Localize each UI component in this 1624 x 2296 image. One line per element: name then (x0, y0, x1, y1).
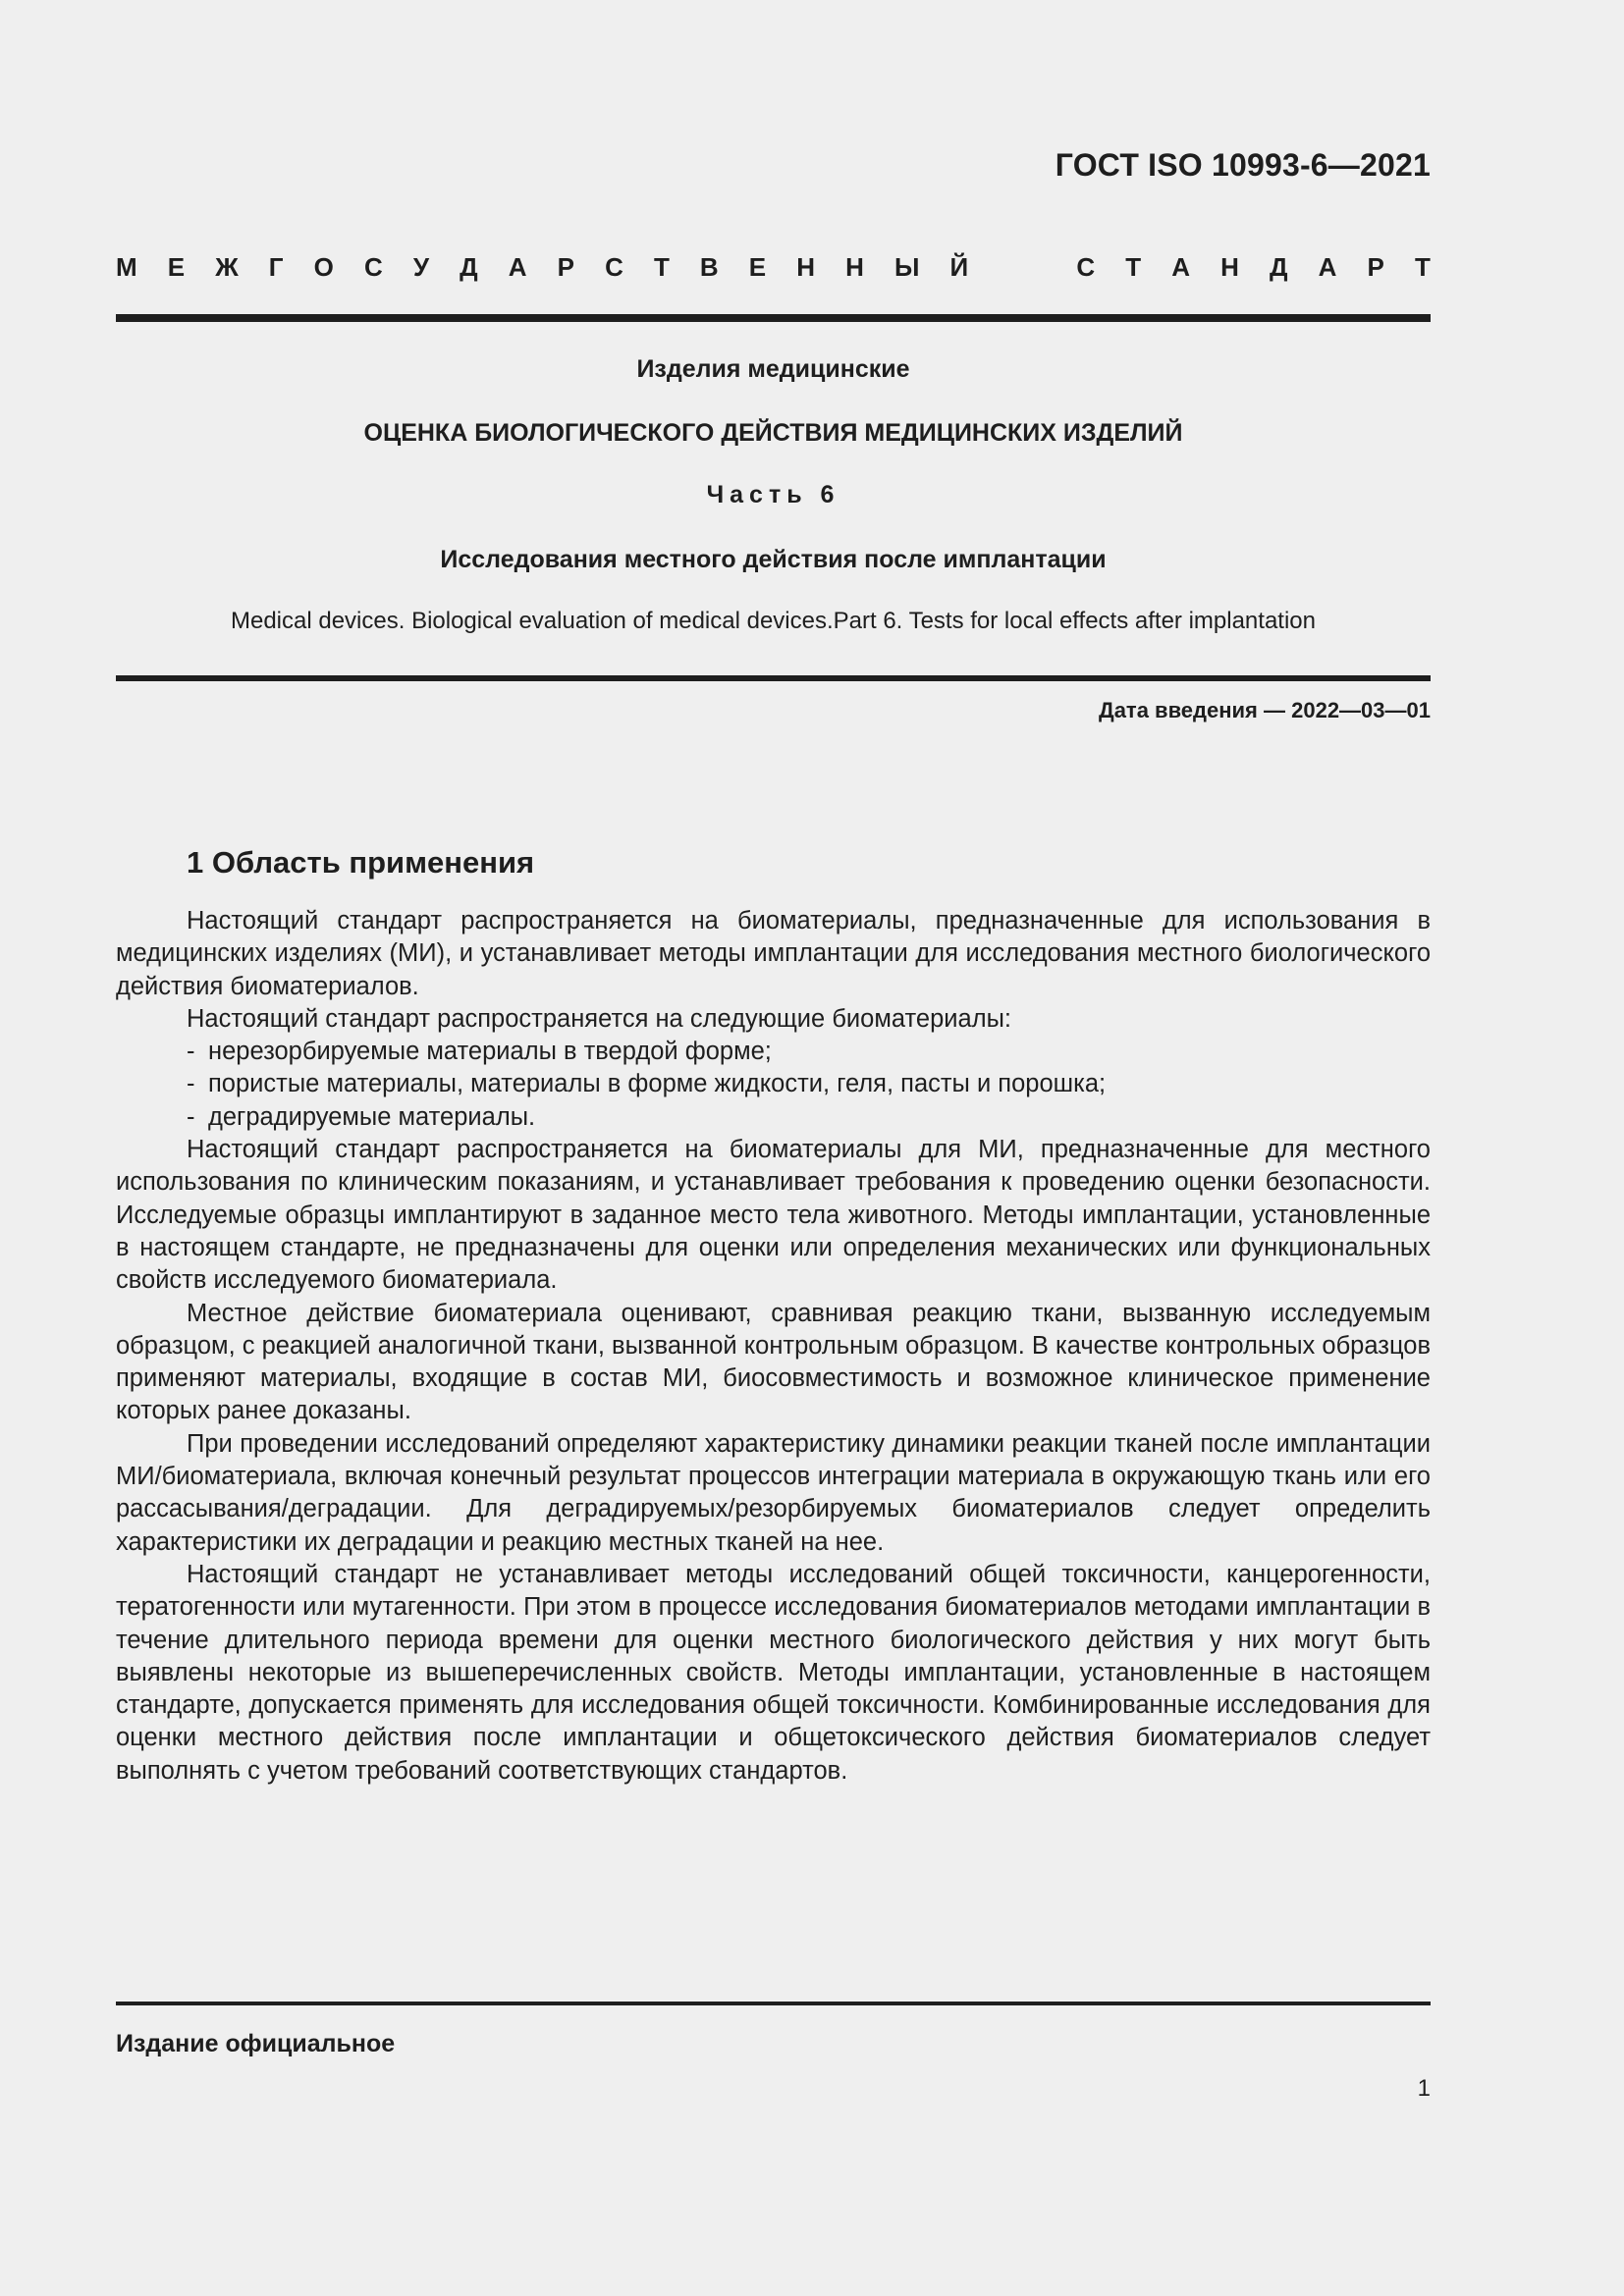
section-body (116, 905, 1431, 1788)
official-edition-label: Издание официальное (116, 2030, 396, 2057)
list-dash: - (187, 1070, 195, 1098)
heading-letter: Р (557, 252, 574, 282)
heading-letter: А (1318, 252, 1337, 282)
paragraph: Местное действие биоматериала оценивают, сравнивая реакцию ткани, вызванную исследуемым образцом, с реакцией аналогичной ткани, вызванной контрольным образцом. В качестве контрольных образцов применяют материалы, входящие в состав МИ, биосовместимость и возможное клиническое применение которых ранее доказаны. (116, 1299, 1431, 1425)
english-title: Medical devices. Biological evaluation of medical devices.Part 6. Tests for local effects after implantation (230, 608, 1316, 634)
page-number: 1 (1417, 2075, 1431, 2102)
heading-letter: Д (460, 252, 478, 282)
heading-letter: Т (653, 252, 670, 282)
introduction-date: Дата введения — 2022—03—01 (1099, 698, 1431, 722)
list-item (116, 1036, 1431, 1068)
section-heading: 1 Область применения (187, 845, 535, 880)
list-dash: - (187, 1038, 195, 1066)
heading-letter: Н (796, 252, 816, 282)
heading-letter: С (1076, 252, 1096, 282)
heading-letter: Е (748, 252, 767, 282)
footer-divider (116, 2002, 1431, 2005)
document-main-title: ОЦЕНКА БИОЛОГИЧЕСКОГО ДЕЙСТВИЯ МЕДИЦИНСКИХ ИЗДЕЛИЙ (363, 419, 1183, 447)
heading-letter: О (313, 252, 334, 282)
document-page (116, 0, 1431, 2296)
paragraph: Настоящий стандарт распространяется на биоматериалы, предназначенные для использования в медицинских изделиях (МИ), и устанавливает методы имплантации для исследования местного биологического действия биоматериалов. (116, 907, 1431, 1000)
heading-letter: Н (845, 252, 864, 282)
heading-letter: Г (268, 252, 284, 282)
interstate-standard-heading (116, 252, 1431, 283)
heading-letter: А (508, 252, 527, 282)
paragraph: Настоящий стандарт распространяется на следующие биоматериалы: (187, 1004, 1011, 1033)
heading-letter: Р (1367, 252, 1384, 282)
list-item (116, 1068, 1431, 1100)
document-subtitle: Исследования местного действия после имплантации (440, 546, 1107, 573)
heading-letter: Й (949, 252, 969, 282)
paragraph: Настоящий стандарт не устанавливает методы исследований общей токсичности, канцерогенности, тератогенности или мутагенности. При этом в процессе исследования биоматериалов методами имплантации в течение длительного периода времени для оценки местного биологического действия у них могут быть выявлены некоторые из вышеперечисленных свойств. Методы имплантации, установленные в настоящем стандарте, допускается применять для исследования общей токсичности. Комбинированные исследования для оценки местного действия после имплантации и общетоксического действия биоматериалов следует выполнять с учетом требований соответствующих стандартов. (116, 1560, 1431, 1785)
heading-letter: А (1171, 252, 1191, 282)
word-gap (999, 252, 1046, 283)
top-divider (116, 314, 1431, 322)
document-part: Часть 6 (706, 481, 840, 508)
heading-letter: В (699, 252, 719, 282)
heading-letter: Д (1270, 252, 1288, 282)
heading-letter: Ы (893, 252, 920, 282)
paragraph: Настоящий стандарт распространяется на биоматериалы для МИ, предназначенные для местного использования по клиническим показаниям, и устанавливает требования к проведению оценки безопасности. Исследуемые образцы имплантируют в заданное место тела животного. Методы имплантации, установленные в настоящем стандарте, не предназначены для оценки или определения механических или функциональных свойств исследуемого биоматериала. (116, 1136, 1431, 1295)
document-category: Изделия медицинские (636, 355, 910, 383)
title-divider (116, 675, 1431, 681)
list-item-text: нерезорбируемые материалы в твердой форме; (208, 1038, 772, 1066)
list-item-text: пористые материалы, материалы в форме жидкости, геля, пасты и порошка; (208, 1070, 1107, 1098)
heading-letter: Н (1220, 252, 1239, 282)
heading-letter: М (116, 252, 137, 282)
list-item (116, 1101, 1431, 1134)
heading-letter: Е (167, 252, 186, 282)
heading-letter: Т (1414, 252, 1431, 282)
heading-letter: У (412, 252, 430, 282)
heading-letter: Т (1125, 252, 1142, 282)
list-item-text: деградируемые материалы. (208, 1102, 536, 1131)
heading-letter: С (363, 252, 383, 282)
heading-letter: С (605, 252, 623, 282)
list-dash: - (187, 1102, 195, 1131)
heading-letter: Ж (215, 252, 239, 282)
paragraph: При проведении исследований определяют характеристику динамики реакции тканей после имплантации МИ/биоматериала, включая конечный результат процессов интеграции материала в окружающую ткань или его рассасывания/деградации. Для деградируемых/резорбируемых биоматериалов следует определить характеристики их деградации и реакцию местных тканей на нее. (116, 1429, 1431, 1556)
standard-number: ГОСТ ISO 10993-6—2021 (1055, 147, 1431, 183)
